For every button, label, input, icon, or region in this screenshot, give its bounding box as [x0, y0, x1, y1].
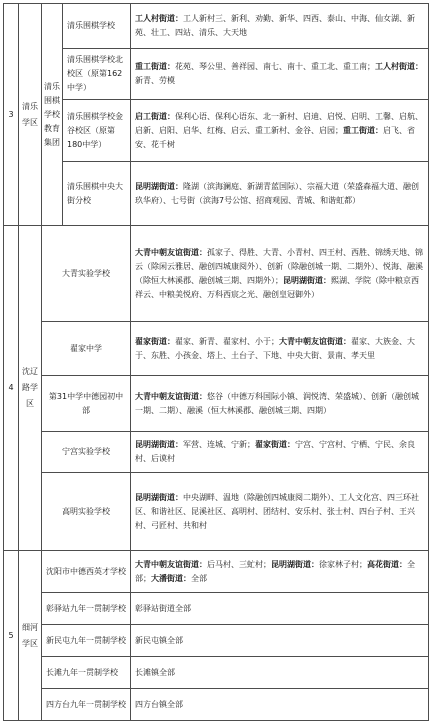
table-row — [4, 473, 429, 551]
table-row — [4, 657, 429, 689]
street-name: 昆明湖街道： — [135, 440, 183, 449]
street-name: 昆明湖街道： — [135, 492, 183, 502]
school-name: 清乐围棋学校北校区（原第162中学） — [63, 49, 131, 100]
enrollment-area — [131, 100, 429, 162]
row-number: 3 — [4, 4, 19, 226]
area-text: 徐家林子村； — [319, 559, 367, 569]
table-row — [4, 376, 429, 432]
area-text: 新青、劳模 — [135, 76, 175, 85]
enrollment-area — [131, 162, 429, 226]
street-name: 翟家街道： — [255, 440, 295, 449]
school-name: 第31中学中德园初中部 — [42, 376, 131, 432]
enrollment-area — [131, 376, 429, 432]
area-text: 宁宫、宁宫村、宁栖、宁民、余良村、后谟村 — [135, 440, 415, 463]
school-name: 沈阳市中德西英才学校 — [42, 551, 131, 593]
street-name: 重工街道： — [135, 62, 175, 71]
table-row — [4, 551, 429, 593]
area-text: 保利心语、保利心语东、北一新村、启迪、启悦、启明、工馨、启航、启新、启阳、启华、红梅、启云、重工新村、金谷、启园； — [135, 111, 423, 135]
table-row — [4, 4, 429, 49]
street-name: 工人村街道： — [375, 62, 423, 71]
school-name: 大青实验学校 — [42, 226, 131, 322]
school-name: 清乐围棋学校金谷校区（原第180中学） — [63, 100, 131, 162]
table-row — [4, 625, 429, 657]
enrollment-area — [131, 49, 429, 100]
street-name: 大潘街道： — [151, 573, 191, 583]
street-name: 大青中朝友谊街道： — [135, 559, 207, 569]
table-row — [4, 322, 429, 376]
street-name: 昆明湖街道： — [135, 181, 183, 191]
row-number: 5 — [4, 551, 19, 721]
street-name: 大青中朝友谊街道： — [135, 391, 207, 401]
street-name: 大青中朝友谊街道： — [279, 336, 351, 346]
area-text: 启飞、省安、花千树 — [135, 125, 415, 149]
enrollment-area: 长滩镇全部 — [131, 657, 429, 689]
school-name: 四方台九年一贯制学校 — [42, 689, 131, 721]
street-name: 启工街道： — [135, 111, 175, 121]
street-name: 工人村街道： — [135, 14, 183, 23]
enrollment-area — [131, 473, 429, 551]
area-text: 翟家、大族金、大于、东胜、小孩金、塔上、土台子、下地、中央大街、景南、孝天里 — [135, 336, 415, 360]
school-name: 高明实验学校 — [42, 473, 131, 551]
school-name: 彰驿站九年一贯制学校 — [42, 593, 131, 625]
table-row — [4, 100, 429, 162]
enrollment-area — [131, 4, 429, 49]
table-row — [4, 689, 429, 721]
area-text: 全部 — [191, 573, 207, 583]
area-text: 翟家、新青、翟家村、小于； — [175, 336, 279, 346]
street-name: 重工街道： — [343, 125, 383, 135]
school-name: 翟家中学 — [42, 322, 131, 376]
enrollment-area: 新民屯镇全部 — [131, 625, 429, 657]
area-text: 工人新村三、新利、劝勤、新华、四西、泰山、中海、仙女湖、新苑、壮工、四站、清乐、大天地 — [135, 14, 415, 37]
district-name: 沈辽路学区 — [19, 226, 42, 551]
street-name: 昆明湖街道： — [271, 559, 319, 569]
enrollment-area — [131, 226, 429, 322]
area-text: 军营、连城、宁新； — [183, 440, 255, 449]
school-group-name: 清乐围棋学校教育集团 — [42, 4, 63, 226]
area-text: 花苑、琴公里、善祥园、南七、南十、重工北、重工南； — [175, 62, 375, 71]
school-district-table — [3, 3, 429, 721]
area-text: 孤家子、得胜、大青、小青村、四王村、西胜、锦绣天地、锦云（除闲云雅居、融创四城康阅外）、创新（除融创城一期、二期外）、悦海、融溪（除恒大林溪郡、融创城三期、四期外）； — [135, 247, 423, 285]
row-number: 4 — [4, 226, 19, 551]
table-row — [4, 49, 429, 100]
area-text: 中央湖畔、温地（除融创四城康阅二期外）、工人文化宫、四三环社区、和谐社区、昆溪社区、高明村、团结村、安乐村、张士村、四台子村、王兴村、弓匠村、共和村 — [135, 492, 419, 530]
enrollment-area — [131, 432, 429, 473]
school-name: 长滩九年一贯制学校 — [42, 657, 131, 689]
district-name: 细河学区 — [19, 551, 42, 721]
school-name: 清乐围棋中央大街分校 — [63, 162, 131, 226]
area-text: 全部； — [135, 559, 415, 583]
area-text: 后马村、三虻村； — [207, 559, 271, 569]
street-name: 大青中朝友谊街道： — [135, 247, 207, 257]
area-text: 隆湖（滨海澜庭、新湖青蓝国际）、宗福大道（荣盛森福大道、融创玖华府）、七号街（滨海7号公馆、招商观园、青城、和谐虹都） — [135, 181, 419, 205]
area-text: 悠谷（中德万科国际小镇、润悦湾、荣盛城）、创新（融创城一期、二期）、融溪（恒大林溪郡、融创城三期、四期） — [135, 391, 419, 415]
street-name: 昆明湖街道： — [283, 275, 331, 285]
table-row — [4, 162, 429, 226]
street-name: 高花街道： — [367, 559, 407, 569]
enrollment-area — [131, 322, 429, 376]
school-name: 新民屯九年一贯制学校 — [42, 625, 131, 657]
enrollment-area: 四方台镇全部 — [131, 689, 429, 721]
table-row — [4, 432, 429, 473]
table-row — [4, 226, 429, 322]
table-row — [4, 593, 429, 625]
enrollment-area: 彰驿站街道全部 — [131, 593, 429, 625]
school-name: 清乐围棋学校 — [63, 4, 131, 49]
school-name: 宁宫实验学校 — [42, 432, 131, 473]
district-name: 清乐学区 — [19, 4, 42, 226]
enrollment-area — [131, 551, 429, 593]
street-name: 翟家街道： — [135, 336, 175, 346]
area-text: 熙湖、学院（除中粮京西祥云、中粮美悦府、万科西宸之光、融创皇冠御外） — [135, 275, 419, 299]
